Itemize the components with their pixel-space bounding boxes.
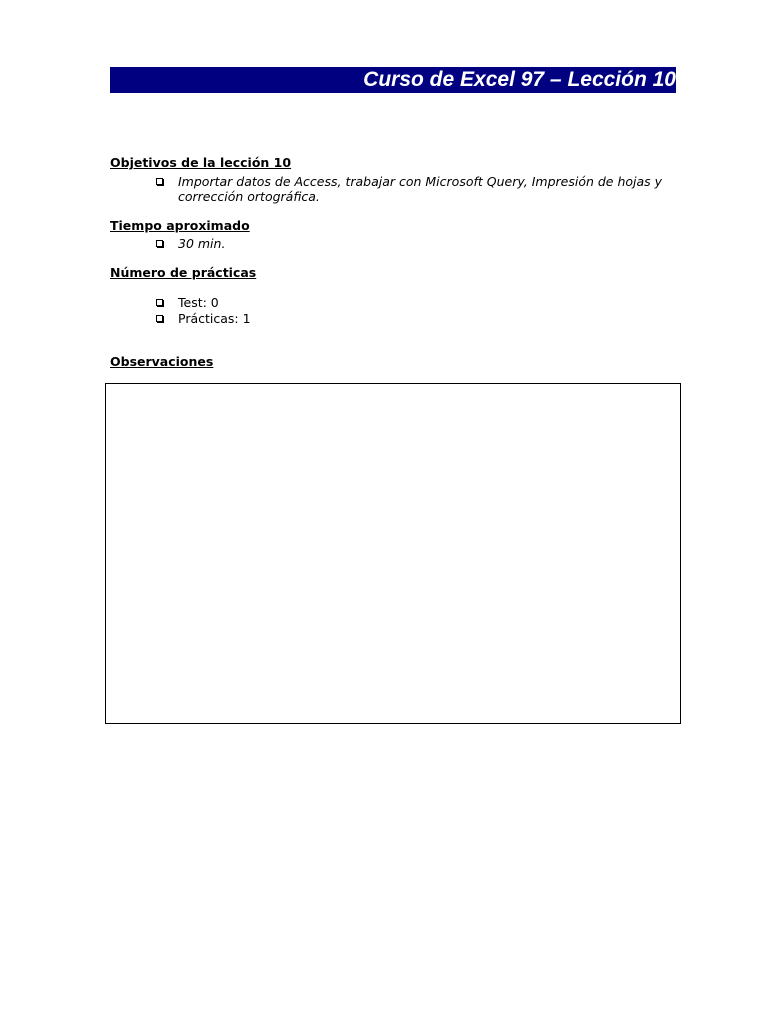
list-item xyxy=(156,311,686,326)
practicas-heading: Número de prácticas xyxy=(110,265,257,280)
practicas-count-text: Prácticas: 1 xyxy=(178,311,251,326)
tiempo-heading: Tiempo aproximado xyxy=(110,218,250,233)
observaciones-box xyxy=(105,383,681,724)
list-item xyxy=(156,174,686,204)
square-bullet-icon xyxy=(156,315,163,322)
objetivo-text: Importar datos de Access, trabajar con Microsoft Query, Impresión de hojas y corrección ortográfica. xyxy=(178,174,663,204)
objetivos-heading: Objetivos de la lección 10 xyxy=(110,155,292,170)
page-title: Curso de Excel 97 – Lección 10 xyxy=(363,68,676,91)
square-bullet-icon xyxy=(156,299,163,306)
square-bullet-icon xyxy=(156,178,163,185)
list-item xyxy=(156,295,686,310)
list-item xyxy=(156,236,686,251)
observaciones-heading: Observaciones xyxy=(110,354,214,369)
title-banner xyxy=(110,67,676,93)
square-bullet-icon xyxy=(156,240,163,247)
tiempo-text: 30 min. xyxy=(178,236,226,251)
test-count-text: Test: 0 xyxy=(178,295,219,310)
